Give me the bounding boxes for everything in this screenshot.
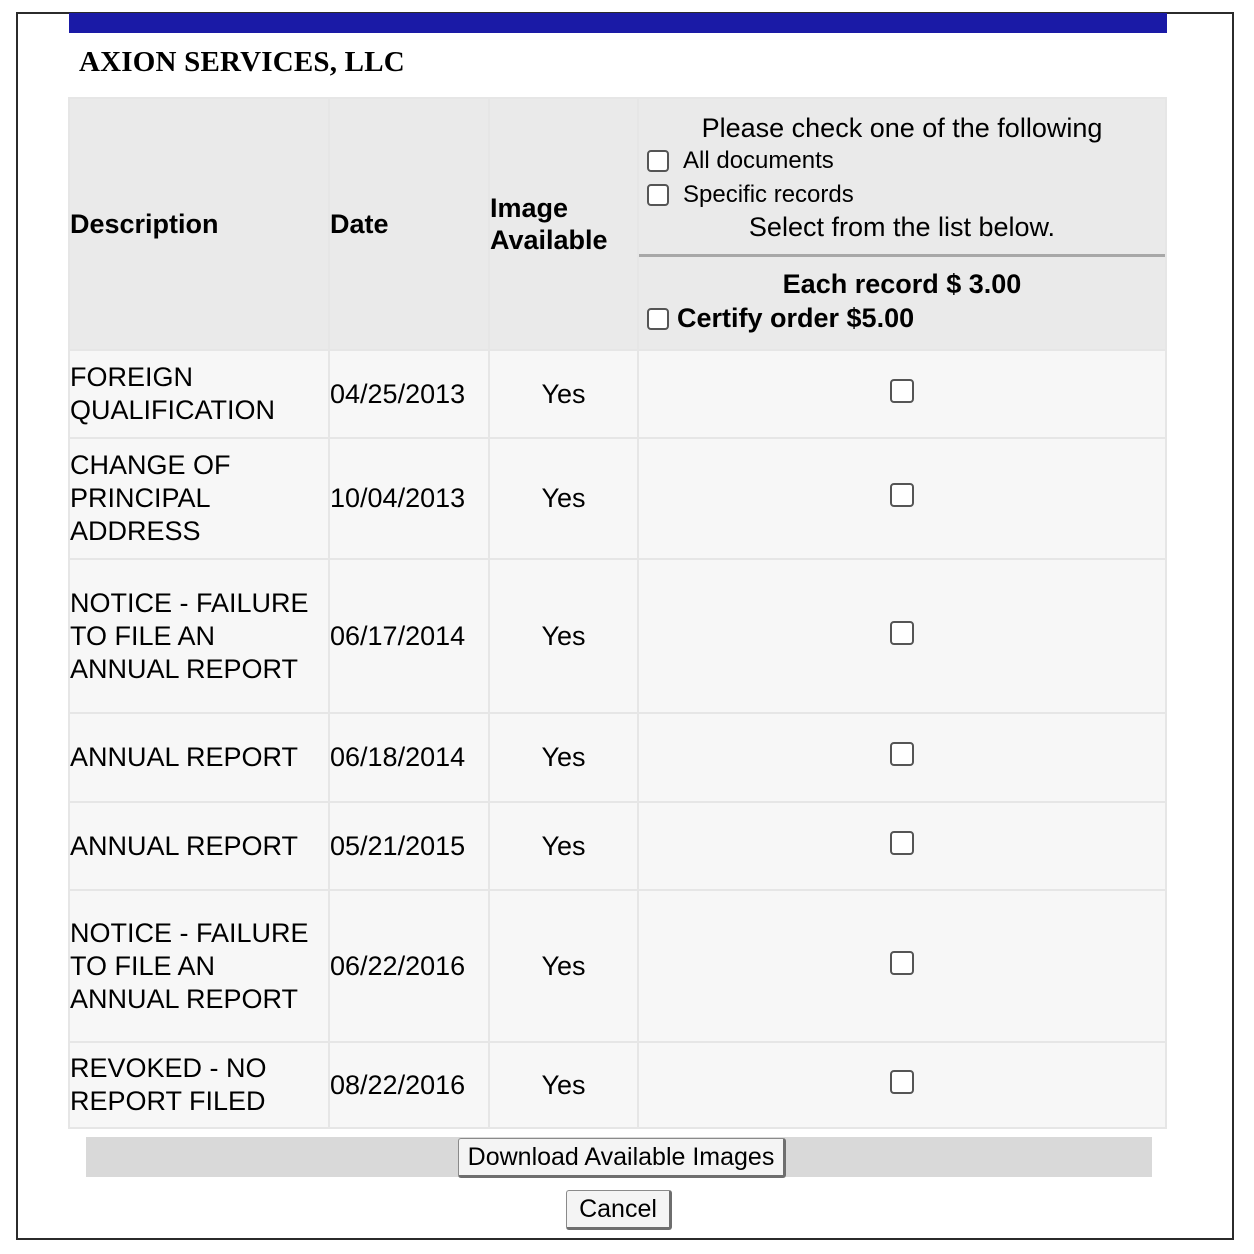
row-image-available: Yes [490,891,637,1041]
header-description: Description [70,99,328,349]
row-image-available: Yes [490,1043,637,1127]
row-select-cell [639,560,1165,712]
specific-records-option[interactable] [639,178,1165,212]
row-select-cell [639,803,1165,889]
row-select-cell [639,1043,1165,1127]
top-bar [69,13,1167,33]
cancel-button[interactable]: Cancel [566,1190,672,1230]
row-select-checkbox[interactable] [890,831,914,855]
row-description: NOTICE - FAILURE TO FILE AN ANNUAL REPORT [70,560,328,712]
table-row [70,439,1165,558]
row-date: 06/17/2014 [330,560,488,712]
options-divider [639,254,1165,257]
row-date: 10/04/2013 [330,439,488,558]
all-documents-label: All documents [683,146,834,174]
specific-records-label: Specific records [683,180,854,208]
records-table [68,97,1167,1129]
table-row [70,891,1165,1041]
row-select-checkbox[interactable] [890,742,914,766]
row-image-available: Yes [490,351,637,437]
row-select-checkbox[interactable] [890,951,914,975]
row-select-checkbox[interactable] [890,1070,914,1094]
certify-order-option[interactable] [639,301,1165,337]
row-image-available: Yes [490,714,637,801]
row-date: 05/21/2015 [330,803,488,889]
row-date: 08/22/2016 [330,1043,488,1127]
all-documents-checkbox[interactable] [647,150,669,172]
options-title: Please check one of the following [701,112,1103,143]
row-select-cell [639,351,1165,437]
row-description: ANNUAL REPORT [70,714,328,801]
table-row [70,351,1165,437]
certify-order-checkbox[interactable] [647,308,669,330]
row-image-available: Yes [490,439,637,558]
row-description: CHANGE OF PRINCIPAL ADDRESS [70,439,328,558]
row-select-cell [639,714,1165,801]
header-image-available: Image Available [490,99,637,349]
each-record-price: Each record $ 3.00 [782,268,1022,299]
table-row [70,560,1165,712]
row-description: ANNUAL REPORT [70,803,328,889]
row-image-available: Yes [490,803,637,889]
company-name: AXION SERVICES, LLC [79,46,405,78]
download-images-button[interactable]: Download Available Images [458,1138,786,1178]
row-select-checkbox[interactable] [890,379,914,403]
row-description: NOTICE - FAILURE TO FILE AN ANNUAL REPORT [70,891,328,1041]
specific-records-checkbox[interactable] [647,184,669,206]
row-description: FOREIGN QUALIFICATION [70,351,328,437]
certify-order-label: Certify order $5.00 [677,303,915,333]
row-date: 06/18/2014 [330,714,488,801]
row-date: 06/22/2016 [330,891,488,1041]
row-select-cell [639,439,1165,558]
row-select-cell [639,891,1165,1041]
row-select-checkbox[interactable] [890,483,914,507]
header-date: Date [330,99,488,349]
all-documents-option[interactable] [639,144,1165,178]
row-image-available: Yes [490,560,637,712]
table-row [70,1043,1165,1127]
options-panel [639,99,1165,349]
select-hint: Select from the list below. [748,211,1056,242]
row-description: REVOKED - NO REPORT FILED [70,1043,328,1127]
table-row [70,714,1165,801]
row-select-checkbox[interactable] [890,621,914,645]
table-row [70,803,1165,889]
row-date: 04/25/2013 [330,351,488,437]
